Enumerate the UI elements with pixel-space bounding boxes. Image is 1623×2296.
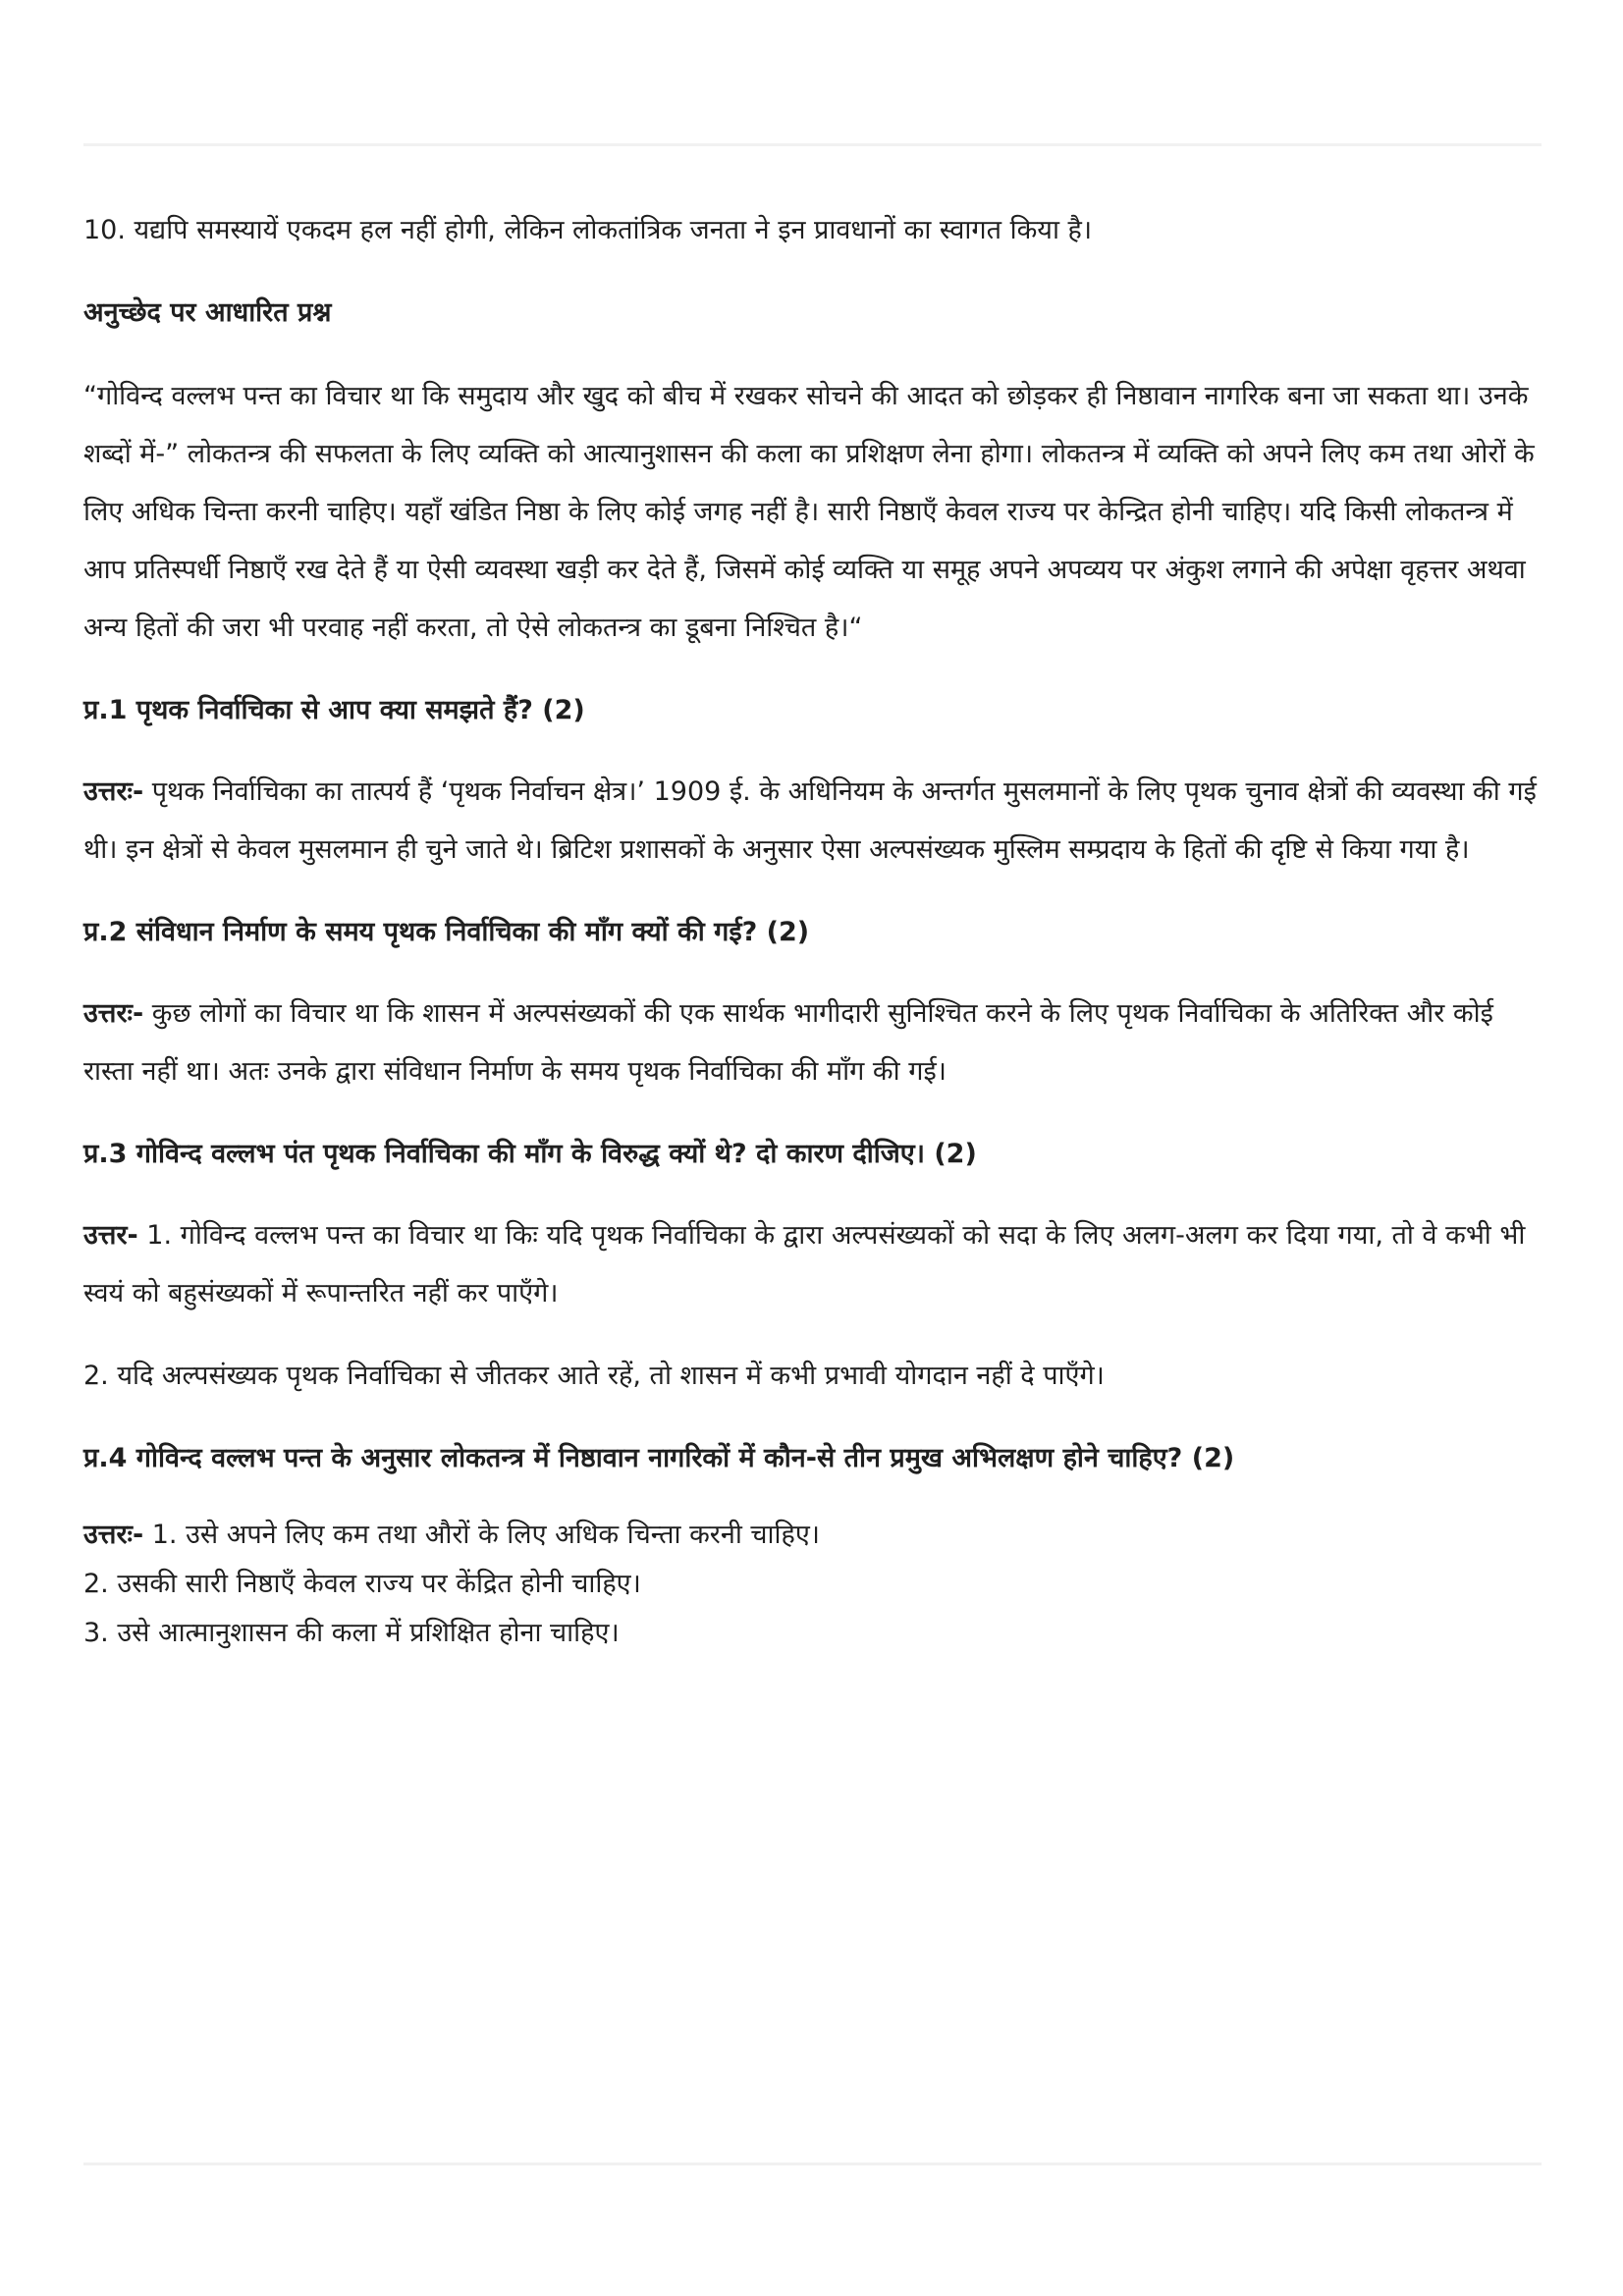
point-10: 10. यद्यपि समस्यायें एकदम हल नहीं होगी, लेकिन लोकतांत्रिक जनता ने इन प्रावधानों का स्वागत किया है। bbox=[83, 215, 1093, 245]
answer-4 bbox=[83, 1511, 1542, 1658]
answer-4-point-2: 2. उसकी सारी निष्ठाएँ केवल राज्य पर केंद्रित होनी चाहिए। bbox=[83, 1569, 641, 1599]
answer-3-point-2: 2. यदि अल्पसंख्यक पृथक निर्वाचिका से जीतकर आते रहें, तो शासन में कभी प्रभावी योगदान नहीं दे पाएँगे। bbox=[83, 1361, 1105, 1391]
top-divider bbox=[83, 143, 1542, 146]
answer-4-point-3: 3. उसे आत्मानुशासन की कला में प्रशिक्षित होना चाहिए। bbox=[83, 1618, 620, 1648]
answer-label: उत्तरः- bbox=[83, 1520, 144, 1550]
question-1: प्र.1 पृथक निर्वाचिका से आप क्या समझते हैं? (2) bbox=[83, 695, 585, 725]
document-body bbox=[83, 201, 1542, 1682]
section-heading: अनुच्छेद पर आधारित प्रश्न bbox=[83, 297, 332, 328]
passage: “गोविन्द वल्लभ पन्त का विचार था कि समुदाय और खुद को बीच में रखकर सोचने की आदत को छोड़कर ही निष्ठावान नागरिक बना जा सकता था। उनके शब्दों में-” लोकतन्त्र की सफलता के लिए व्यक्ति को आत्यानुशासन की कला का प्रशिक्षण लेना होगा। लोकतन्त्र में व्यक्ति को अपने लिए कम तथा ओरों के लिए अधिक चिन्ता करनी चाहिए। यहाँ खंडित निष्ठा के लिए कोई जगह नहीं है। सारी निष्ठाएँ केवल राज्य पर केन्द्रित होनी चाहिए। यदि किसी लोकतन्त्र में आप प्रतिस्पर्धी निष्ठाएँ रख देते हैं या ऐसी व्यवस्था खड़ी कर देते हैं, जिसमें कोई व्यक्ति या समूह अपने अपव्यय पर अंकुश लगाने की अपेक्षा वृहत्तर अथवा अन्य हितों की जरा भी परवाह नहीं करता, तो ऐसे लोकतन्त्र का डूबना निश्चित है।“ bbox=[83, 381, 1535, 643]
question-4: प्र.4 गोविन्द वल्लभ पन्त के अनुसार लोकतन्त्र में निष्ठावान नागरिकों में कौन-से तीन प्रमुख अभिलक्षण होने चाहिए? (2) bbox=[83, 1443, 1235, 1473]
answer-label: उत्तरः- bbox=[83, 776, 144, 807]
answer-text: 1. गोविन्द वल्लभ पन्त का विचार था किः यदि पृथक निर्वाचिका के द्वारा अल्पसंख्यकों को सदा के लिए अलग-अलग कर दिया गया, तो वे कभी भी स्वयं को बहुसंख्यकों में रूपान्तरित नहीं कर पाएँगे। bbox=[83, 1220, 1526, 1308]
answer-4-point-1 bbox=[83, 1511, 1542, 1560]
bottom-divider bbox=[83, 2163, 1542, 2165]
answer-text: कुछ लोगों का विचार था कि शासन में अल्पसंख्यकों की एक सार्थक भागीदारी सुनिश्चित करने के लिए पृथक निर्वाचिका के अतिरिक्त और कोई रास्ता नहीं था। अतः उनके द्वारा संविधान निर्माण के समय पृथक निर्वाचिका की माँग की गई। bbox=[83, 998, 1493, 1087]
answer-2 bbox=[83, 985, 1542, 1100]
answer-label: उत्तरः- bbox=[83, 998, 144, 1029]
answer-text: पृथक निर्वाचिका का तात्पर्य हैं ‘पृथक निर्वाचन क्षेत्र।’ 1909 ई. के अधिनियम के अन्तर्गत मुसलमानों के लिए पृथक चुनाव क्षेत्रों की व्यवस्था की गई थी। इन क्षेत्रों से केवल मुसलमान ही चुने जाते थे। ब्रिटिश प्रशासकों के अनुसार ऐसा अल्पसंख्यक मुस्लिम सम्प्रदाय के हितों की दृष्टि से किया गया है। bbox=[83, 776, 1537, 865]
answer-label: उत्तर- bbox=[83, 1220, 138, 1251]
question-3: प्र.3 गोविन्द वल्लभ पंत पृथक निर्वाचिका की माँग के विरुद्ध क्यों थे? दो कारण दीजिए। (2) bbox=[83, 1139, 977, 1169]
question-2: प्र.2 संविधान निर्माण के समय पृथक निर्वाचिका की माँग क्यों की गई? (2) bbox=[83, 917, 810, 947]
answer-1 bbox=[83, 763, 1542, 879]
answer-text: 1. उसे अपने लिए कम तथा औरों के लिए अधिक चिन्ता करनी चाहिए। bbox=[143, 1520, 821, 1550]
answer-3 bbox=[83, 1206, 1542, 1322]
